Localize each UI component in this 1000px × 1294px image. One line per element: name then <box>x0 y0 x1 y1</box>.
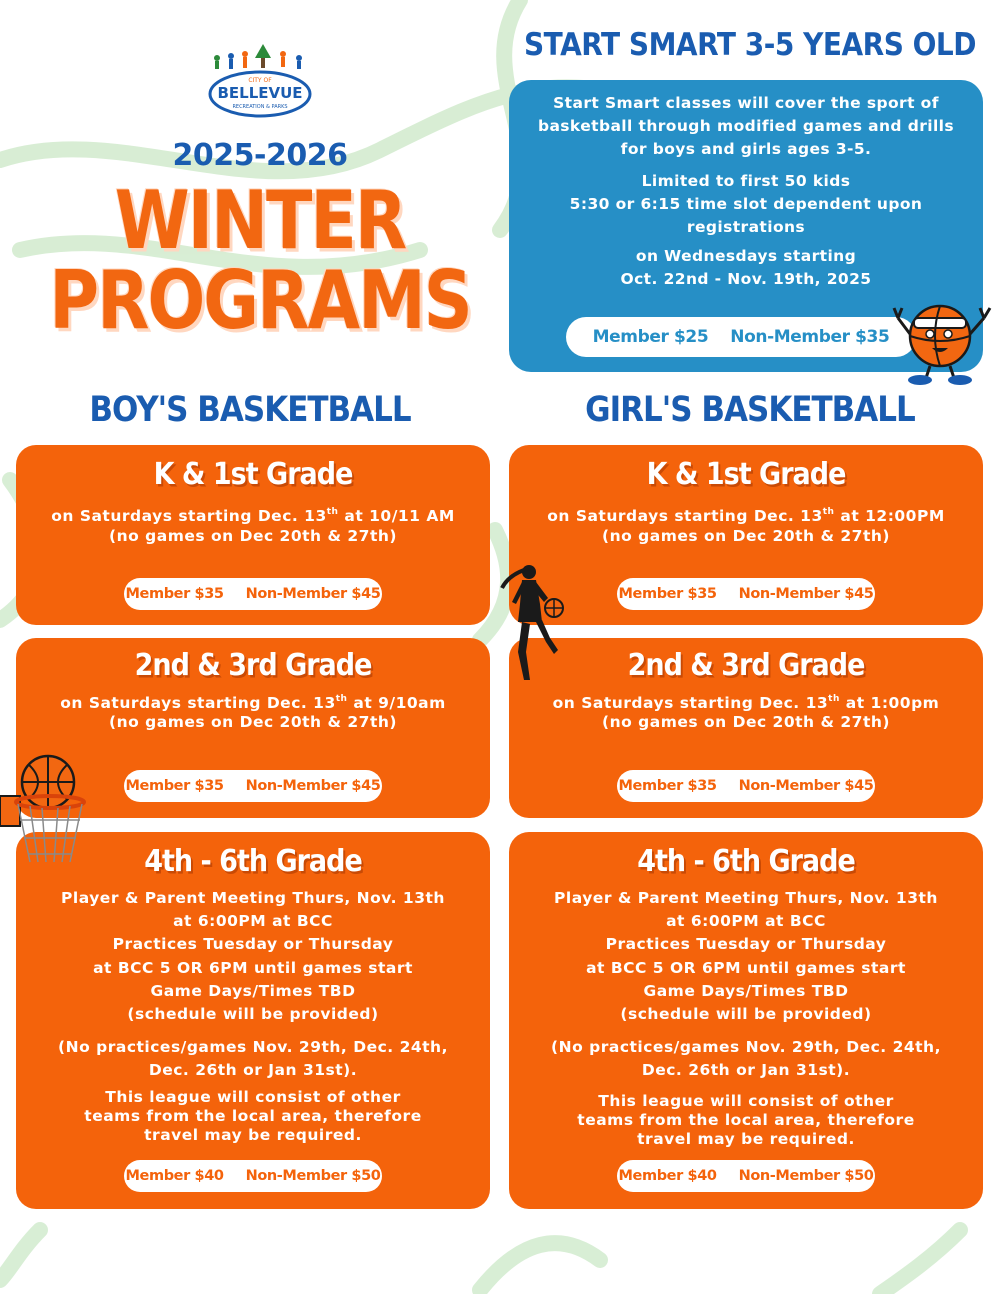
no-practice-line-1: (No practices/games Nov. 29th, Dec. 24th, <box>551 1038 941 1056</box>
practice-line-1: Practices Tuesday or Thursday <box>605 935 887 953</box>
league-line-3: travel may be required. <box>637 1130 855 1148</box>
svg-text:BELLEVUE: BELLEVUE <box>217 84 303 102</box>
league-line-1: This league will consist of other <box>105 1088 401 1106</box>
grade-title: K & 1st Grade <box>153 457 353 492</box>
price-pill <box>617 1160 875 1192</box>
start-smart-price-pill <box>566 317 916 357</box>
no-practice-line-1: (No practices/games Nov. 29th, Dec. 24th, <box>58 1038 448 1056</box>
girls-g23-card <box>509 638 983 818</box>
member-price: Member $35 <box>125 778 224 794</box>
member-price: Member $25 <box>592 327 709 347</box>
game-line-1: Game Days/Times TBD <box>150 982 356 1000</box>
girls-basketball-title: GIRL'S BASKETBALL <box>585 389 915 431</box>
boys-basketball-title: BOY'S BASKETBALL <box>89 389 411 431</box>
schedule-line: on Saturdays starting Dec. 13th at 10/11 AM <box>51 507 455 525</box>
meeting-line-2: at 6:00PM at BCC <box>666 912 826 930</box>
league-line-3: travel may be required. <box>144 1126 362 1144</box>
price-pill <box>124 578 382 610</box>
no-practice-line-2: Dec. 26th or Jan 31st). <box>148 1061 358 1079</box>
no-games-line: (no games on Dec 20th & 27th) <box>109 527 397 545</box>
grade-title: 4th - 6th Grade <box>144 844 362 879</box>
start-smart-title: START SMART 3-5 YEARS OLD <box>523 26 977 63</box>
league-line-1: This league will consist of other <box>598 1092 894 1110</box>
headline-programs: PROGRAMS <box>49 254 471 349</box>
member-price: Member $35 <box>125 586 224 602</box>
nonmember-price: Non-Member $45 <box>245 586 381 602</box>
schedule-line: on Saturdays starting Dec. 13th at 9/10am <box>60 694 446 712</box>
practice-line-2: at BCC 5 OR 6PM until games start <box>586 959 906 977</box>
basketball-mascot-icon <box>890 296 994 386</box>
girls-g46-card <box>509 832 983 1209</box>
nonmember-price: Non-Member $45 <box>738 778 874 794</box>
no-games-line: (no games on Dec 20th & 27th) <box>109 713 397 731</box>
start-smart-schedule-1: on Wednesdays starting <box>635 247 857 265</box>
start-smart-schedule-2: Oct. 22nd - Nov. 19th, 2025 <box>620 270 872 288</box>
game-line-1: Game Days/Times TBD <box>643 982 849 1000</box>
grade-title: 2nd & 3rd Grade <box>134 648 372 683</box>
program-year: 2025-2026 <box>172 138 348 173</box>
grade-title: K & 1st Grade <box>646 457 846 492</box>
svg-text:RECREATION & PARKS: RECREATION & PARKS <box>232 104 288 110</box>
price-pill <box>124 1160 382 1192</box>
start-smart-time-slot: 5:30 or 6:15 time slot dependent upon registrations <box>569 195 923 236</box>
boys-k1-card <box>16 445 490 625</box>
league-line-2: teams from the local area, therefore <box>84 1107 422 1125</box>
no-games-line: (no games on Dec 20th & 27th) <box>602 527 890 545</box>
headline-winter: WINTER <box>114 174 406 269</box>
member-price: Member $35 <box>618 778 717 794</box>
meeting-line-1: Player & Parent Meeting Thurs, Nov. 13th <box>554 889 938 907</box>
league-line-2: teams from the local area, therefore <box>577 1111 915 1129</box>
nonmember-price: Non-Member $50 <box>245 1168 381 1184</box>
game-line-2: (schedule will be provided) <box>620 1005 872 1023</box>
meeting-line-2: at 6:00PM at BCC <box>173 912 333 930</box>
price-pill <box>617 770 875 802</box>
price-pill <box>124 770 382 802</box>
nonmember-price: Non-Member $45 <box>738 586 874 602</box>
practice-line-2: at BCC 5 OR 6PM until games start <box>93 959 413 977</box>
price-pill <box>617 578 875 610</box>
grade-title: 2nd & 3rd Grade <box>627 648 865 683</box>
girl-player-silhouette-icon <box>494 562 568 682</box>
no-games-line: (no games on Dec 20th & 27th) <box>602 713 890 731</box>
schedule-line: on Saturdays starting Dec. 13th at 12:00PM <box>547 507 945 525</box>
game-line-2: (schedule will be provided) <box>127 1005 379 1023</box>
no-practice-line-2: Dec. 26th or Jan 31st). <box>641 1061 851 1079</box>
nonmember-price: Non-Member $35 <box>730 327 890 347</box>
meeting-line-1: Player & Parent Meeting Thurs, Nov. 13th <box>61 889 445 907</box>
start-smart-limit: Limited to first 50 kids <box>641 172 851 190</box>
nonmember-price: Non-Member $50 <box>738 1168 874 1184</box>
logo-figures-icon <box>214 44 302 69</box>
basketball-hoop-icon <box>0 754 90 866</box>
grade-title: 4th - 6th Grade <box>637 844 855 879</box>
girls-k1-card <box>509 445 983 625</box>
member-price: Member $35 <box>618 586 717 602</box>
city-of-bellevue-logo <box>205 42 315 120</box>
member-price: Member $40 <box>125 1168 224 1184</box>
member-price: Member $40 <box>618 1168 717 1184</box>
nonmember-price: Non-Member $45 <box>245 778 381 794</box>
start-smart-description: Start Smart classes will cover the sport of basketball through modified games and drills for boys and girls ages 3-5. <box>537 94 955 158</box>
schedule-line: on Saturdays starting Dec. 13th at 1:00pm <box>552 694 940 712</box>
practice-line-1: Practices Tuesday or Thursday <box>112 935 394 953</box>
boys-g46-card <box>16 832 490 1209</box>
svg-text:CITY OF: CITY OF <box>248 77 272 84</box>
